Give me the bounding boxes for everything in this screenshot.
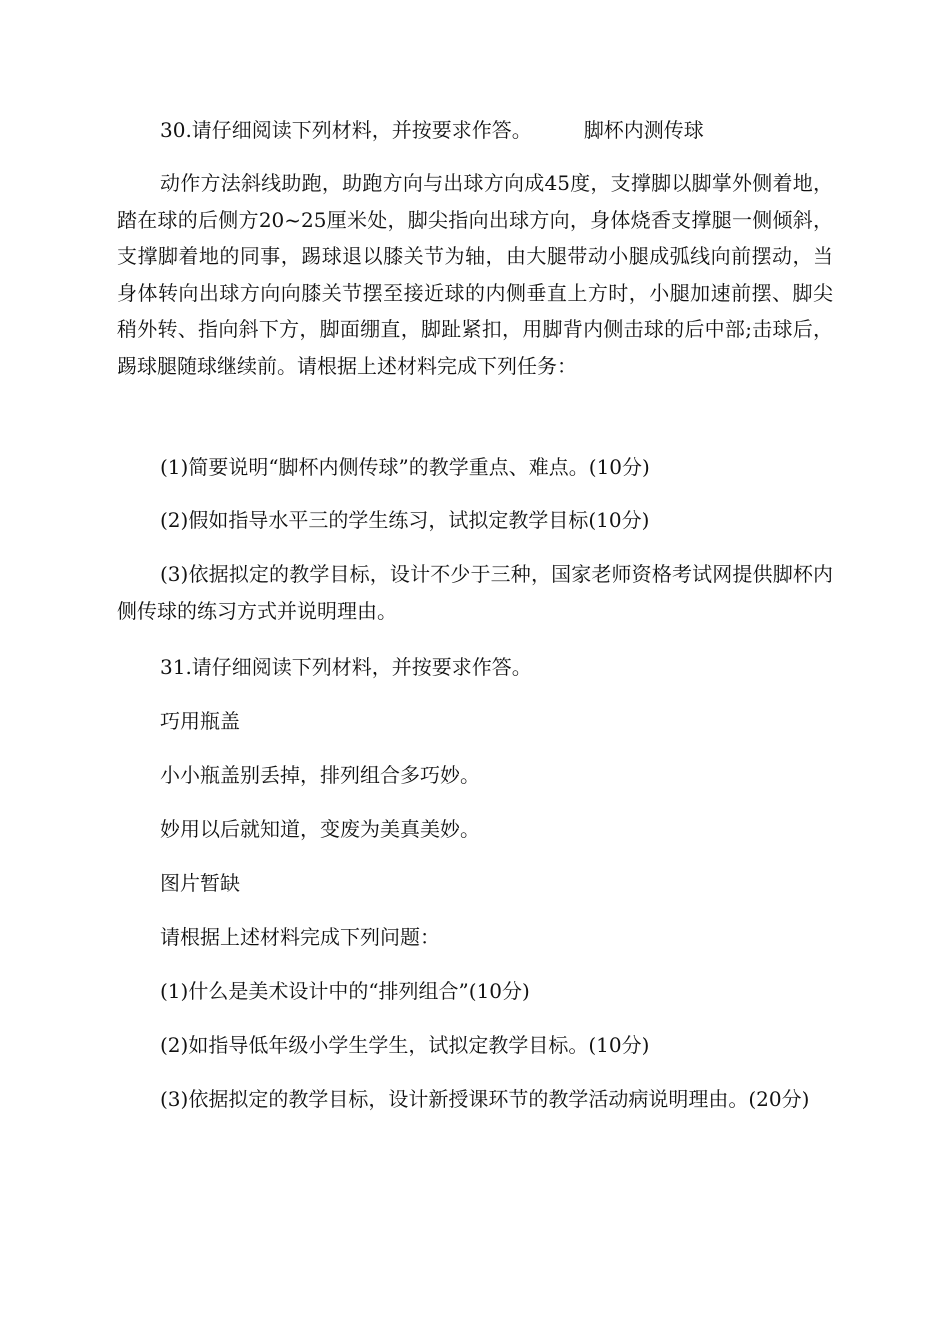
q31-poem-title: 巧用瓶盖 [160,709,240,733]
q31-image-note: 图片暂缺 [160,871,240,895]
q31-poem-line-2: 妙用以后就知道，变废为美真美妙。 [160,817,480,841]
q30-task-3: (3)依据拟定的教学目标，设计不少于三种，国家老师资格考试网提供脚杯内侧传球的练习方式并说明理由。 [117,562,833,623]
q31-heading: 31.请仔细阅读下列材料，并按要求作答。 [160,655,532,679]
q31-task-1: (1)什么是美术设计中的“排列组合”(10分) [160,979,530,1003]
q31-poem-line-1: 小小瓶盖别丢掉，排列组合多巧妙。 [160,763,480,787]
q31-task-3: (3)依据拟定的教学目标，设计新授课环节的教学活动病说明理由。(20分) [160,1087,810,1111]
q31-prompt: 请根据上述材料完成下列问题： [160,925,440,949]
q30-task-2: (2)假如指导水平三的学生练习，试拟定教学目标(10分) [160,508,650,532]
q30-heading-line [117,112,833,149]
q30-heading-topic: 脚杯内测传球 [583,118,704,142]
q30-material: 动作方法斜线助跑，助跑方向与出球方向成45度，支撑脚以脚掌外侧着地，踏在球的后侧方20~25厘米处，脚尖指向出球方向，身体烧香支撑腿一侧倾斜，支撑脚着地的同事，踢球退以膝关节为轴，由大腿带动小腿成弧线向前摆动，当身体转向出球方向向膝关节摆至接近球的内侧垂直上方时，小腿加速前摆、脚尖稍外转、指向斜下方，脚面绷直，脚趾紧扣，用脚背内侧击球的后中部;击球后，踢球腿随球继续前。请根据上述材料完成下列任务： [117,171,833,378]
q31-task-2: (2)如指导低年级小学生学生，试拟定教学目标。(10分) [160,1033,650,1057]
q30-task-1: (1)简要说明“脚杯内侧传球”的教学重点、难点。(10分) [160,455,650,479]
q30-heading: 30.请仔细阅读下列材料，并按要求作答。 [160,118,532,142]
